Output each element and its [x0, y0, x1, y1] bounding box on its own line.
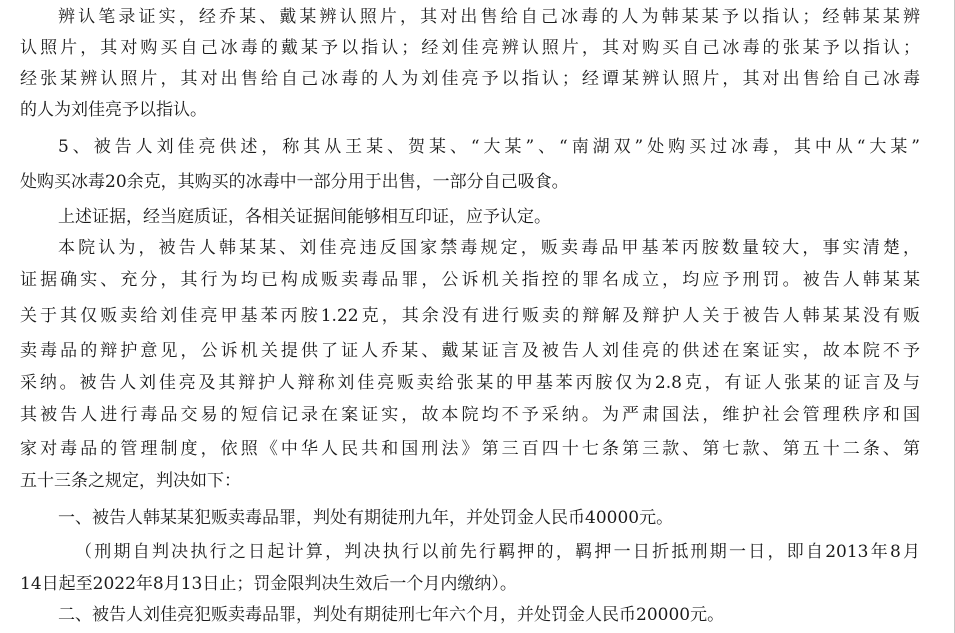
paragraph-line: 的人为刘佳亮予以指认。: [20, 100, 207, 120]
paragraph-line: 采纳。被告人刘佳亮及其辩护人辩称刘佳亮贩卖给张某的甲基苯丙胺仅为2.8克，有证人张某的证言及与: [20, 373, 920, 393]
paragraph-line: 本院认为，被告人韩某某、刘佳亮违反国家禁毒规定，贩卖毒品甲基苯丙胺数量较大，事实清楚，: [58, 238, 920, 258]
verdict-item: 一、被告人韩某某犯贩卖毒品罪，判处有期徒刑九年，并处罚金人民币40000元。: [58, 508, 674, 528]
paragraph-line: 卖毒品的辩护意见，公诉机关提供了证人乔某、戴某证言及被告人刘佳亮的供述在案证实，故本院不予: [20, 341, 920, 361]
paragraph-line: 上述证据，经当庭质证，各相关证据间能够相互印证，应予认定。: [58, 207, 551, 227]
paragraph-line: 其被告人进行毒品交易的短信记录在案证实，故本院均不予采纳。为严肃国法，维护社会管理秩序和国: [20, 405, 920, 425]
paragraph-line: 证据确实、充分，其行为均已构成贩卖毒品罪，公诉机关指控的罪名成立，均应予刑罚。被告人韩某某: [20, 270, 920, 290]
paragraph-line: 经张某辨认照片，其对出售给自己冰毒的人为刘佳亮予以指认；经谭某辨认照片，其对出售给自己冰毒: [20, 69, 920, 89]
paragraph-line: 处购买冰毒20余克，其购买的冰毒中一部分用于出售，一部分自己吸食。: [20, 172, 569, 192]
paragraph-line: 辨认笔录证实，经乔某、戴某辨认照片，其对出售给自己冰毒的人为韩某某予以指认；经韩某某辨: [58, 7, 920, 27]
paragraph-line: （刑期自判决执行之日起计算，判决执行以前先行羁押的，羁押一日折抵刑期一日，即自2013年8月: [75, 542, 920, 562]
paragraph-line: 五十三条之规定，判决如下：: [20, 471, 241, 491]
paragraph-line: 14日起至2022年8月13日止；罚金限判决生效后一个月内缴纳）。: [20, 574, 517, 594]
paragraph-line: 家对毒品的管理制度，依照《中华人民共和国刑法》第三百四十七条第三款、第七款、第五十二条、第: [20, 439, 920, 459]
verdict-item: 二、被告人刘佳亮犯贩卖毒品罪，判处有期徒刑七年六个月，并处罚金人民币20000元。: [58, 605, 725, 625]
paragraph-line: 5、被告人刘佳亮供述，称其从王某、贺某、“大某”、“南湖双”处购买过冰毒，其中从“大某”: [58, 137, 920, 157]
paragraph-line: 认照片，其对购买自己冰毒的戴某予以指认；经刘佳亮辨认照片，其对购买自己冰毒的张某予以指认；: [20, 38, 920, 58]
paragraph-line: 关于其仅贩卖给刘佳亮甲基苯丙胺1.22克，其余没有进行贩卖的辩解及辩护人关于被告人韩某某没有贩: [20, 306, 920, 326]
